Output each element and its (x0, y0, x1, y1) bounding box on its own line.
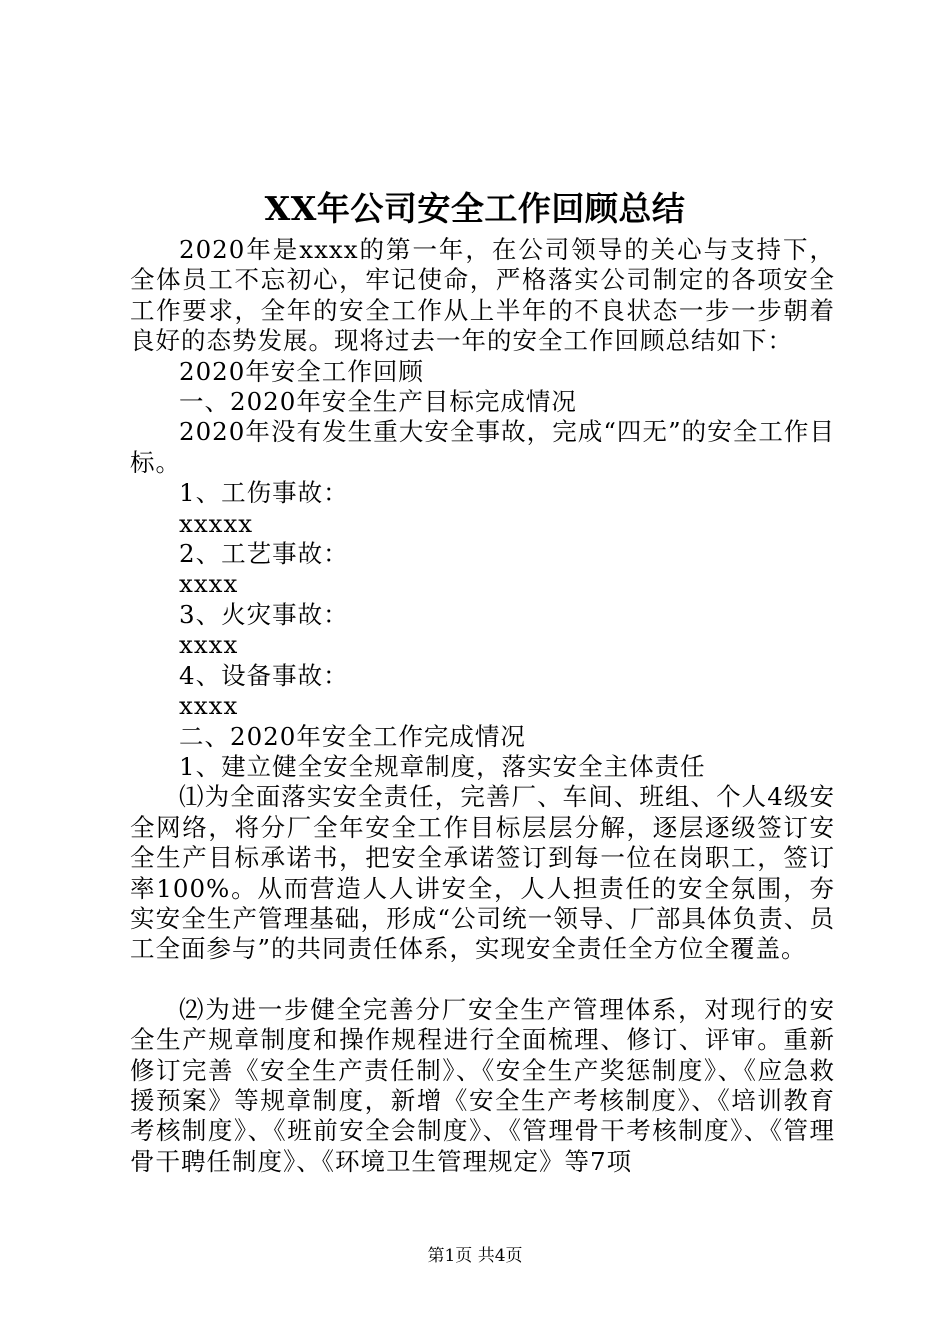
subsection-heading-rules: 1、建立健全安全规章制度，落实安全主体责任 (179, 751, 706, 781)
list-item-injury-value: xxxxx (179, 508, 254, 538)
rules-paragraph-2: ⑵为进一步健全完善分厂安全生产管理体系，对现行的安全生产规章制度和操作规程进行全面梳理、修订、评审。重新修订完善《安全生产责任制》、《安全生产奖惩制度》、《应急救援预案》等规章制度，新增《安全生产考核制度》、《培训教育考核制度》、《班前安全会制度》、《管理骨干考核制度》、《管理骨干聘任制度》、《环境卫生管理规定》等7项 (130, 994, 835, 1176)
section-heading-goals: 一、2020年安全生产目标完成情况 (179, 387, 577, 417)
list-item-equipment-value: xxxx (179, 691, 239, 721)
list-item-fire-value: xxxx (179, 630, 239, 660)
list-item-equipment: 4、设备事故： (179, 660, 349, 690)
rules-paragraph-1: ⑴为全面落实安全责任，完善厂、车间、班组、个人4级安全网络，将分厂全年安全工作目标层层分解，逐层逐级签订安全生产目标承诺书，把安全承诺签订到每一位在岗职工，签订率100%。从而营造人人讲安全，人人担责任的安全氛围，夯实安全生产管理基础，形成“公司统一领导、厂部具体负责、员工全面参与”的共同责任体系，实现安全责任全方位全覆盖。 (130, 782, 835, 964)
section-heading-completion: 二、2020年安全工作完成情况 (179, 721, 526, 751)
intro-paragraph: 2020年是xxxx的第一年，在公司领导的关心与支持下，全体员工不忘初心，牢记使命，严格落实公司制定的各项安全工作要求，全年的安全工作从上半年的不良状态一步一步朝着良好的态势发展。现将过去一年的安全工作回顾总结如下： (130, 235, 835, 356)
page-number: 第1页 共4页 (427, 1246, 523, 1266)
list-item-fire: 3、火灾事故： (179, 599, 349, 629)
list-item-process: 2、工艺事故： (179, 539, 349, 569)
list-item-injury: 1、工伤事故： (179, 478, 349, 508)
document-title: XX年公司安全工作回顾总结 (264, 189, 686, 228)
document-body (130, 235, 835, 1177)
goals-paragraph: 2020年没有发生重大安全事故，完成“四无”的安全工作目标。 (130, 417, 835, 477)
section-heading-review: 2020年安全工作回顾 (179, 356, 424, 386)
list-item-process-value: xxxx (179, 569, 239, 599)
